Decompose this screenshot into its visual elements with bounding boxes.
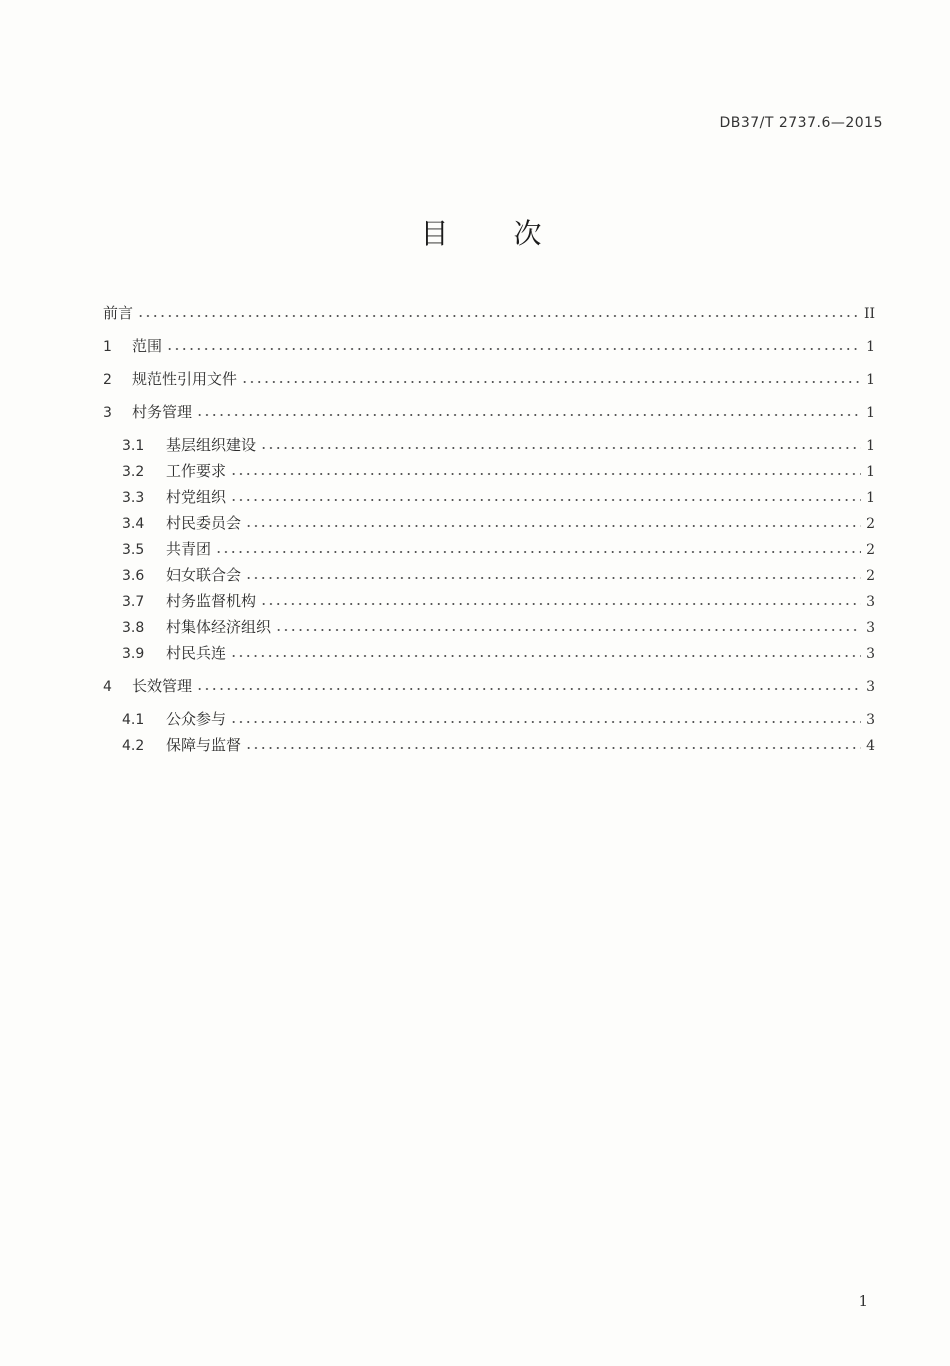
toc-dot-leader <box>215 534 861 556</box>
toc-entry-page: 3 <box>866 712 875 728</box>
toc-entry-title: 保障与监督 <box>166 736 242 754</box>
toc-entry-page: 2 <box>866 542 875 558</box>
toc-entry-title: 长效管理 <box>132 677 193 695</box>
page-number: 1 <box>858 1292 868 1310</box>
toc-entry[interactable] <box>103 296 875 322</box>
toc-entry-page: 1 <box>866 339 875 355</box>
toc-entry-page: 2 <box>866 568 875 584</box>
toc-entry-number: 4.1 <box>122 712 145 728</box>
toc-entry-number: 4 <box>103 679 112 695</box>
toc-entry-page: 3 <box>866 646 875 662</box>
toc-entry-number: 3.6 <box>122 568 145 584</box>
toc-dot-leader <box>137 298 860 320</box>
toc-entry[interactable] <box>103 329 875 355</box>
toc-dot-leader <box>196 397 861 419</box>
toc-dot-leader <box>245 560 861 582</box>
toc-entry-number: 3.2 <box>122 464 145 480</box>
toc-entry[interactable] <box>122 454 875 480</box>
toc-dot-leader <box>230 638 861 660</box>
toc-entry[interactable] <box>103 395 875 421</box>
toc-entry-number: 1 <box>103 339 112 355</box>
toc-entry-title: 公众参与 <box>166 710 227 728</box>
toc-dot-leader <box>196 671 861 693</box>
toc-entry-number: 3.5 <box>122 542 145 558</box>
toc-entry-page: 4 <box>866 738 875 754</box>
toc-entry[interactable] <box>122 702 875 728</box>
toc-entry-page: 1 <box>866 405 875 421</box>
toc-entry-title: 共青团 <box>166 540 212 558</box>
toc-dot-leader <box>230 482 861 504</box>
toc-dot-leader <box>260 430 861 452</box>
toc-dot-leader <box>275 612 861 634</box>
toc-dot-leader <box>230 704 861 726</box>
toc-entry[interactable] <box>122 636 875 662</box>
toc-entry-page: 1 <box>866 490 875 506</box>
toc-entry-number: 3.8 <box>122 620 145 636</box>
toc-entry[interactable] <box>122 610 875 636</box>
document-code: DB37/T 2737.6—2015 <box>719 115 883 131</box>
toc-entry-title: 村务管理 <box>132 403 193 421</box>
toc-entry-title: 规范性引用文件 <box>132 370 238 388</box>
toc-entry-number: 3.3 <box>122 490 145 506</box>
toc-dot-leader <box>260 586 861 608</box>
toc-entry-title: 村民委员会 <box>166 514 242 532</box>
toc-entry-title: 村党组织 <box>166 488 227 506</box>
toc-entry-number: 4.2 <box>122 738 145 754</box>
toc-entry-title: 工作要求 <box>166 462 227 480</box>
toc-entry-title: 妇女联合会 <box>166 566 242 584</box>
toc-entry-title: 前言 <box>103 304 134 322</box>
toc-entry-page: 3 <box>866 594 875 610</box>
toc-entry-page: 2 <box>866 516 875 532</box>
toc-entry[interactable] <box>122 506 875 532</box>
toc-entry-page: 1 <box>866 372 875 388</box>
toc-entry[interactable] <box>122 428 875 454</box>
toc-entry-number: 3.1 <box>122 438 145 454</box>
toc-entry-title: 村务监督机构 <box>166 592 257 610</box>
toc-entry-number: 2 <box>103 372 112 388</box>
toc-entry-title: 村民兵连 <box>166 644 227 662</box>
toc-dot-leader <box>245 508 861 530</box>
toc-dot-leader <box>166 331 861 353</box>
toc-entry[interactable] <box>103 362 875 388</box>
toc-entry-number: 3.7 <box>122 594 145 610</box>
toc-entry-page: II <box>863 306 875 322</box>
toc-entry-number: 3.9 <box>122 646 145 662</box>
toc-entry-page: 1 <box>866 464 875 480</box>
toc-entry[interactable] <box>103 669 875 695</box>
toc-entry[interactable] <box>122 480 875 506</box>
toc-entry[interactable] <box>122 532 875 558</box>
toc-entry-number: 3 <box>103 405 112 421</box>
toc-entry-title: 村集体经济组织 <box>166 618 272 636</box>
toc-entry-page: 3 <box>866 679 875 695</box>
toc-entry[interactable] <box>122 558 875 584</box>
toc-dot-leader <box>245 730 861 752</box>
toc-entry[interactable] <box>122 728 875 754</box>
toc-entry-title: 范围 <box>132 337 163 355</box>
toc-entry-title: 基层组织建设 <box>166 436 257 454</box>
toc-dot-leader <box>230 456 861 478</box>
toc-title: 目 次 <box>420 217 570 250</box>
toc-dot-leader <box>241 364 861 386</box>
toc-entry[interactable] <box>122 584 875 610</box>
toc-entry-number: 3.4 <box>122 516 145 532</box>
toc-entry-page: 3 <box>866 620 875 636</box>
toc-entry-page: 1 <box>866 438 875 454</box>
